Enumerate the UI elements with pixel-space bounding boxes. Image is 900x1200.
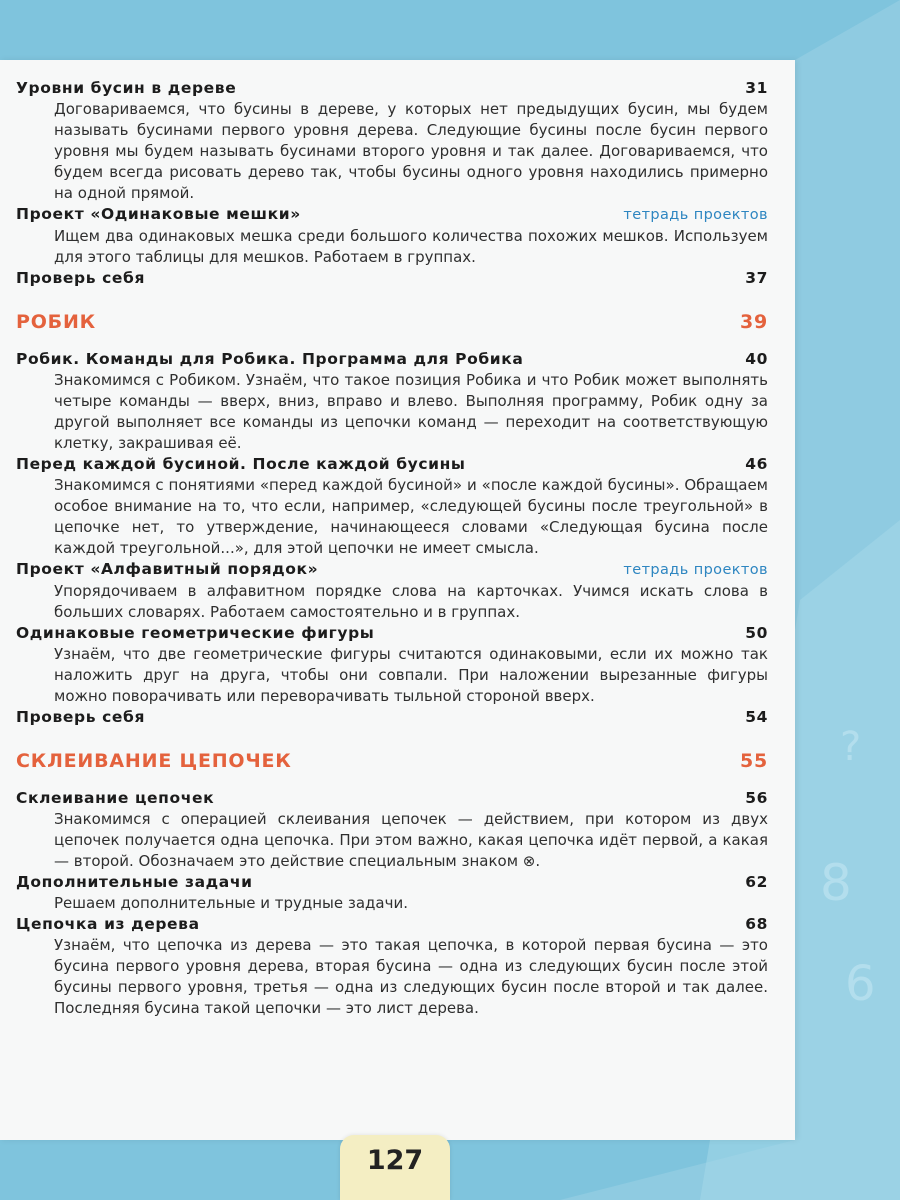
toc-entry-description: Знакомимся с Робиком. Узнаём, что такое позиция Робика и что Робик может выполнять четыре команды — вверх, вниз, вправо и влево. Выполняя программу, Робик одну за другой выполняет все команды из цепочки команд — переходит на соответствующую клетку, закрашивая её. [54,371,768,452]
svg-text:6: 6 [845,956,876,1012]
toc-entry-description: Решаем дополнительные и трудные задачи. [54,894,409,912]
toc-entry-page: 46 [745,455,768,473]
toc-entry-heading [16,623,768,644]
toc-entry-title: Проверь себя [16,269,146,287]
toc-entry-page: 31 [745,79,768,97]
toc-entry-heading [16,78,768,99]
page-number: 127 [366,1145,424,1176]
toc-content [16,78,768,1019]
toc-entry-description: Узнаём, что цепочка из дерева — это такая цепочка, в которой первая бусина — это бусина первого уровня дерева, вторая бусина — одна из следующих бусин после этой бусины первого уровня, третья — одна из следующих бусин после второй и так далее. Последняя бусина такой цепочки — это лист дерева. [54,936,768,1017]
toc-entry-title: Цепочка из дерева [16,915,200,933]
project-notebook-ref: тетрадь проектов [623,562,768,578]
toc-entry-page: 54 [745,708,768,726]
toc-entry[interactable] [16,788,768,872]
svg-text:8: 8 [820,854,852,912]
section-heading-chains [16,750,768,772]
toc-entry-heading [16,559,768,581]
toc-entry[interactable] [16,349,768,454]
toc-entry-heading [16,872,768,893]
section-title: РОБИК [16,311,96,333]
toc-entry-heading [16,268,768,289]
toc-entry-description: Знакомимся с операцией склеивания цепочек — действием, при котором из двух цепочек получается одна цепочка. При этом важно, какая цепочка идёт первой, а какая — второй. Обозначаем это действие специальным знаком ⊗. [54,810,768,870]
project-notebook-ref: тетрадь проектов [623,207,768,223]
toc-entry-page: 56 [745,789,768,807]
toc-entry-title: Уровни бусин в дереве [16,79,237,97]
section-page: 55 [739,750,768,772]
toc-entry-title: Проверь себя [16,708,146,726]
toc-entry[interactable] [16,78,768,204]
toc-entry-page: 40 [745,350,768,368]
section-title: СКЛЕИВАНИЕ ЦЕПОЧЕК [16,750,292,772]
section-heading-robik [16,311,768,333]
toc-entry-title: Перед каждой бусиной. После каждой бусины [16,455,466,473]
toc-entry[interactable] [16,914,768,1019]
toc-entry[interactable] [16,559,768,623]
toc-entry-page: 68 [745,915,768,933]
toc-entry-heading [16,204,768,226]
toc-entry-title: Робик. Команды для Робика. Программа для Робика [16,350,524,368]
toc-entry-title: Одинаковые геометрические фигуры [16,624,375,642]
toc-entry-title: Проект «Алфавитный порядок» [16,560,319,578]
toc-entry-description: Знакомимся с понятиями «перед каждой бусиной» и «после каждой бусины». Обращаем особое внимание на то, что если, например, «следующей бусины после треугольной» в цепочке нет, то утверждение, начинающееся словами «Следующая бусина после каждой треугольной...», для этой цепочки не имеет смысла. [54,476,768,557]
toc-entry[interactable] [16,872,768,914]
toc-entry[interactable] [16,623,768,707]
toc-entry-description: Узнаём, что две геометрические фигуры считаются одинаковыми, если их можно так наложить друг на друга, чтобы они совпали. При наложении вырезанные фигуры можно поворачивать или переворачивать тыльной стороной вверх. [54,645,768,705]
toc-entry-page: 37 [745,269,768,287]
toc-entry-page: 62 [745,873,768,891]
toc-entry-page: 50 [745,624,768,642]
toc-entry[interactable] [16,268,768,289]
table-of-contents-page [0,60,795,1140]
toc-entry-description: Ищем два одинаковых мешка среди большого количества похожих мешков. Используем для этого таблицы для мешков. Работаем в группах. [54,227,768,266]
toc-entry[interactable] [16,204,768,268]
toc-entry-heading [16,707,768,728]
toc-entry-heading [16,914,768,935]
toc-entry-heading [16,349,768,370]
toc-entry-heading [16,454,768,475]
toc-entry-title: Проект «Одинаковые мешки» [16,205,301,223]
toc-entry[interactable] [16,707,768,728]
toc-entry[interactable] [16,454,768,559]
toc-entry-heading [16,788,768,809]
toc-entry-description: Договариваемся, что бусины в дереве, у которых нет предыдущих бусин, мы будем называть бусинами первого уровня дерева. Следующие бусины после бусин первого уровня мы будем называть бусинами второго уровня и так далее. Договариваемся, что будем всегда рисовать дерево так, чтобы бусины одного уровня находились примерно на одной прямой. [54,100,768,202]
toc-entry-title: Дополнительные задачи [16,873,253,891]
toc-entry-description: Упорядочиваем в алфавитном порядке слова на карточках. Учимся искать слова в больших словарях. Работаем самостоятельно и в группах. [54,582,768,621]
toc-entry-title: Склеивание цепочек [16,789,215,807]
section-page: 39 [739,311,768,333]
svg-text:?: ? [840,724,862,770]
